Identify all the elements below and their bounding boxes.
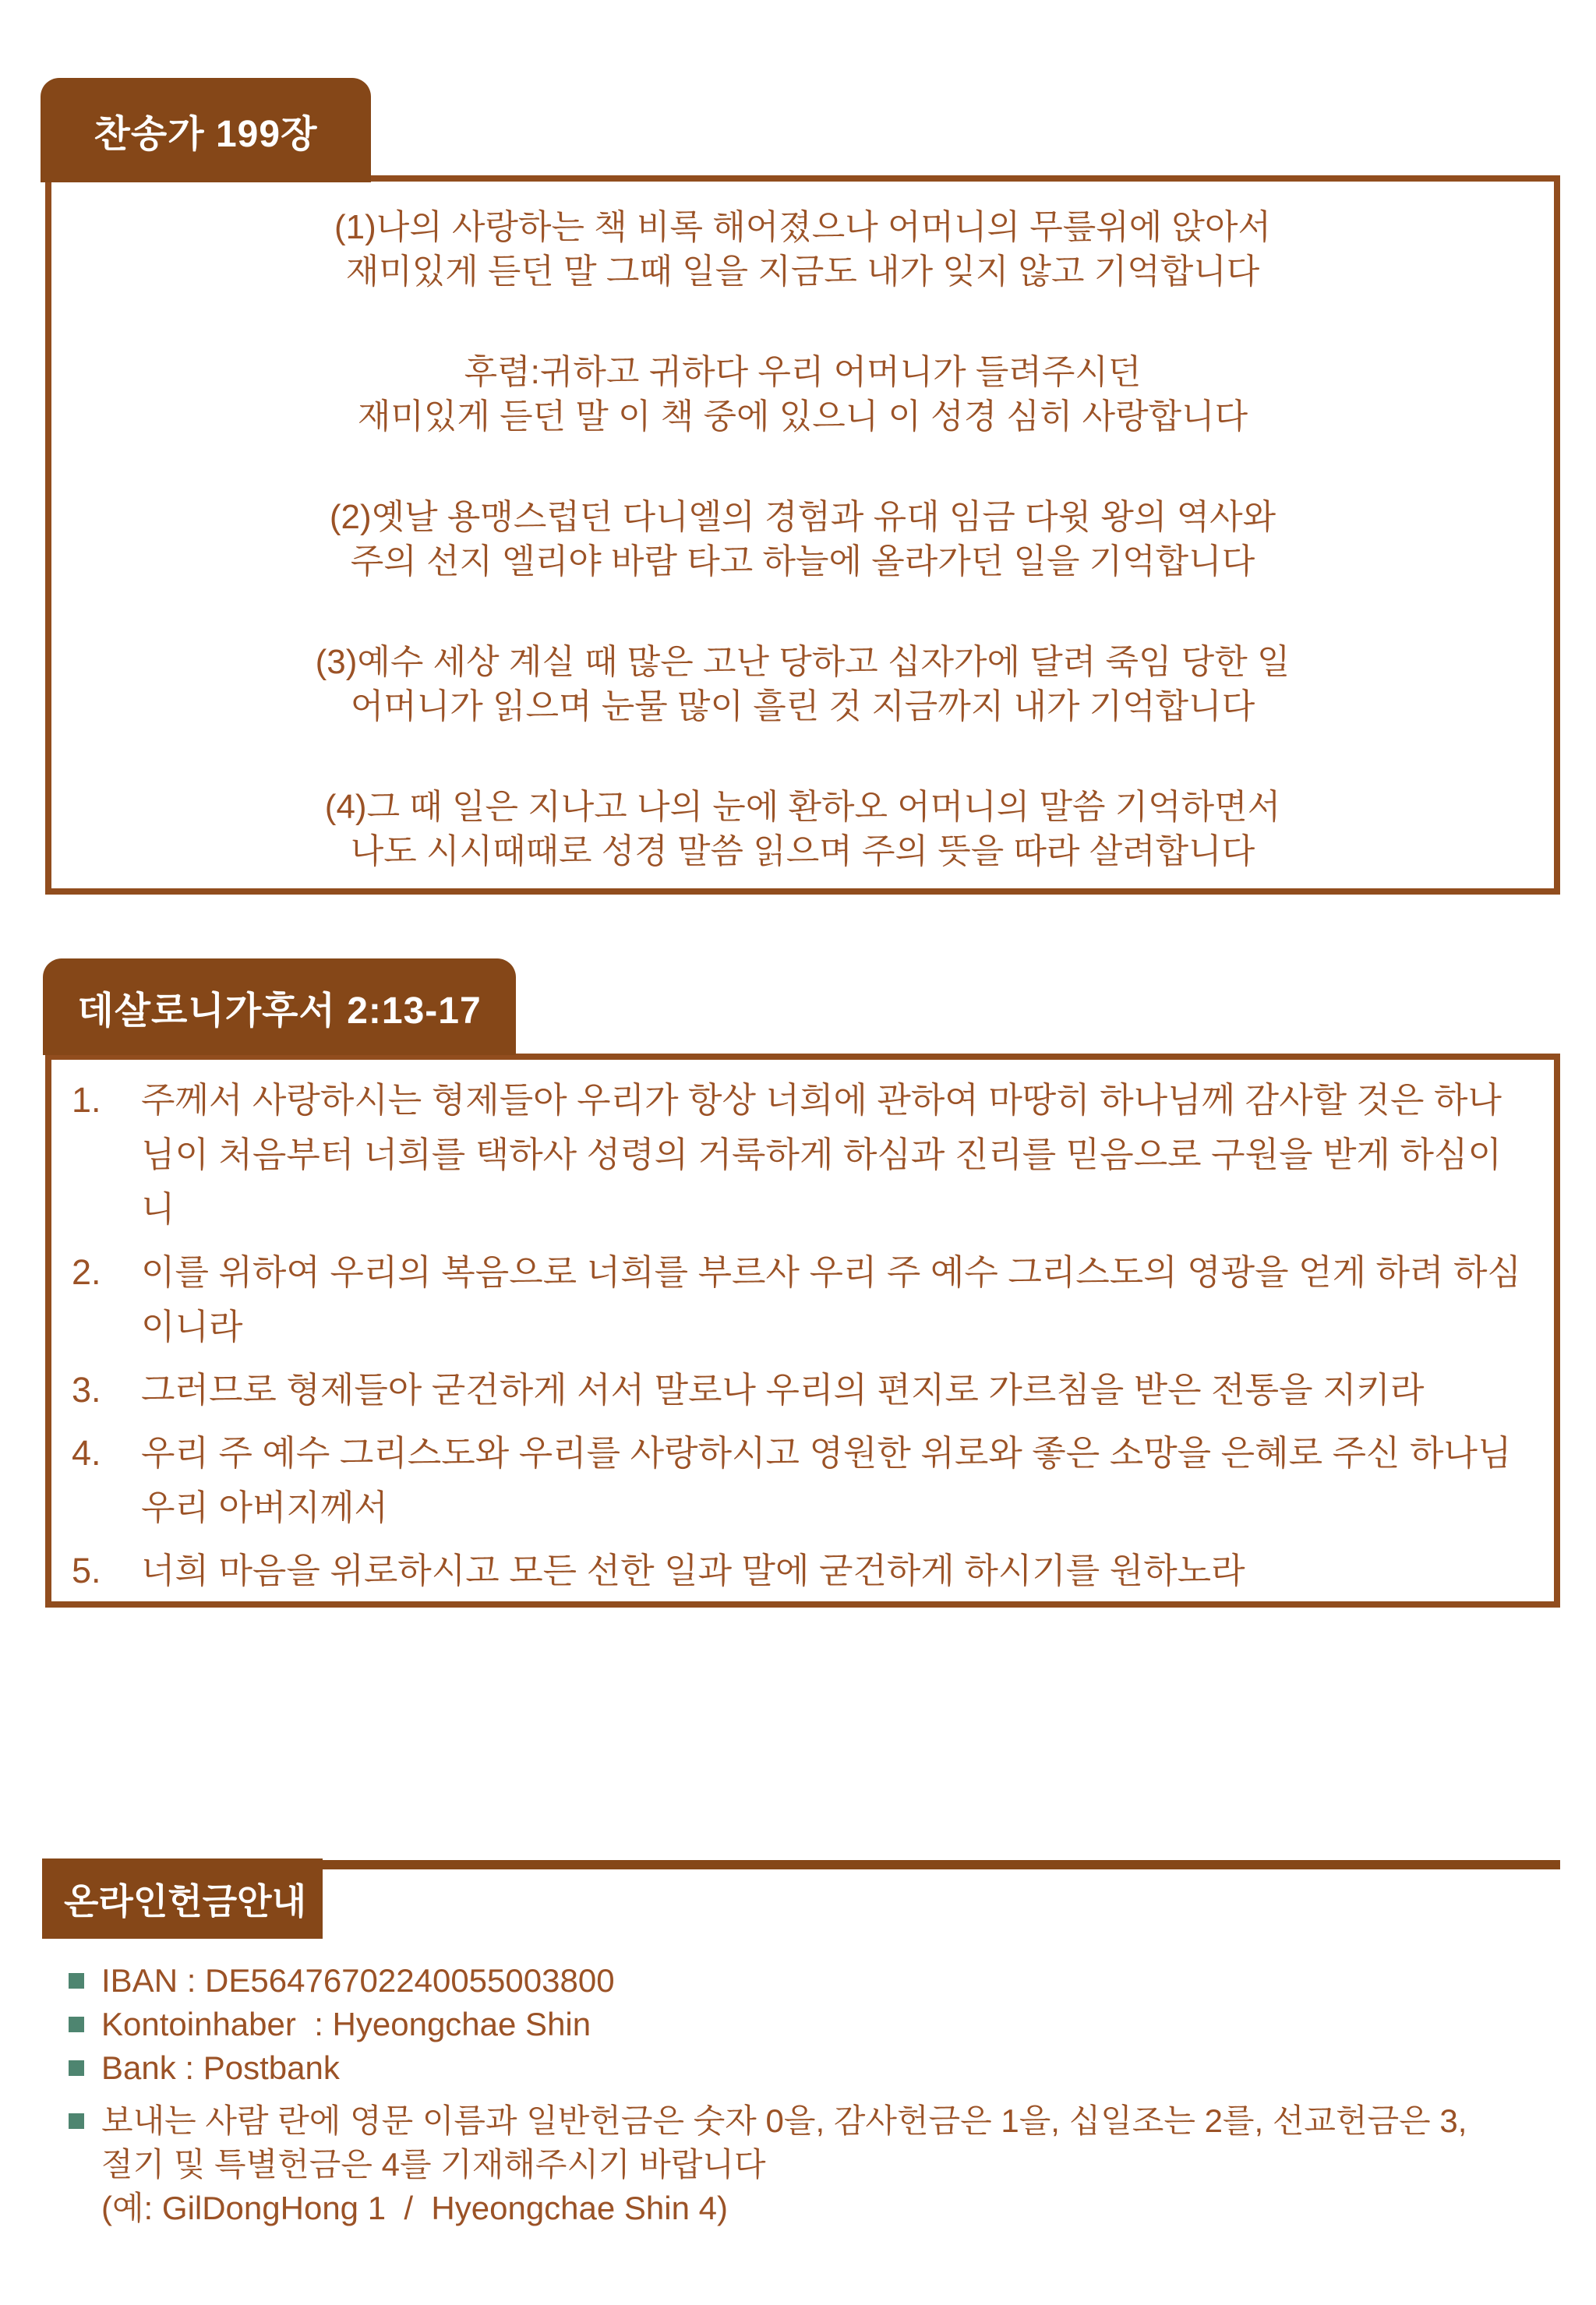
offering-item-account-holder — [69, 2003, 1557, 2046]
verse-number: 5. — [72, 1551, 101, 1590]
hymn-line: (1)나의 사랑하는 책 비록 해어졌으나 어머니의 무릎위에 앉아서 — [334, 208, 1271, 246]
offering-item-line: 절기 및 특별헌금은 4를 기재해주시기 바랍니다 — [101, 2146, 766, 2183]
hymn-line: 재미있게 듣던 말 그때 일을 지금도 내가 잊지 않고 기억합니다 — [345, 252, 1260, 291]
hymn-line: 후렴:귀하고 귀하다 우리 어머니가 들려주시던 — [464, 353, 1142, 391]
hymn-box — [45, 175, 1560, 895]
verse-number: 2. — [72, 1252, 101, 1292]
verse-text: 주께서 사랑하시는 형제들아 우리가 항상 너희에 관하여 마땅히 하나님께 감사할 것은 하나님이 처음부터 너희를 택하사 성령의 거룩하게 하심과 진리를 믿음으로 구원을 받게 하심이니 — [141, 1080, 1502, 1229]
offering-header-label: 온라인헌금안내 — [64, 1880, 307, 1922]
verse-text: 이를 위하여 우리의 복음으로 너희를 부르사 우리 주 예수 그리스도의 영광을 얻게 하려 하심이니라 — [141, 1252, 1521, 1347]
offering-item-text — [101, 1959, 1557, 2003]
verse-row — [72, 1426, 1531, 1535]
offering-item-instructions — [69, 2099, 1557, 2230]
hymn-stanza-1 — [51, 205, 1554, 294]
hymn-stanza-3 — [51, 640, 1554, 729]
hymn-stanza-2 — [51, 495, 1554, 584]
offering-item-line: Kontoinhaber : Hyeongchae Shin — [101, 2006, 591, 2042]
offering-item-text — [101, 2003, 1557, 2046]
offering-item-bank — [69, 2046, 1557, 2090]
hymn-line: 재미있게 듣던 말 이 책 중에 있으니 이 성경 심히 사랑합니다 — [357, 397, 1248, 436]
offering-header — [42, 1858, 323, 1939]
verse-number: 1. — [72, 1080, 101, 1120]
offering-item-line: (예: GilDongHong 1 / Hyeongchae Shin 4) — [101, 2190, 728, 2226]
verse-row — [72, 1073, 1531, 1237]
hymn-line: (3)예수 세상 계실 때 많은 고난 당하고 십자가에 달려 죽임 당한 일 — [315, 643, 1291, 681]
verse-number: 4. — [72, 1433, 101, 1473]
verse-text: 그러므로 형제들아 굳건하게 서서 말로나 우리의 편지로 가르침을 받은 전통을 지키라 — [141, 1370, 1425, 1410]
square-bullet-icon — [69, 2017, 84, 2032]
verse-row — [72, 1245, 1531, 1354]
hymn-line: 나도 시시때때로 성경 말씀 읽으며 주의 뜻을 따라 살려합니다 — [350, 832, 1255, 870]
offering-list — [69, 1959, 1557, 2230]
hymn-stanza-4 — [51, 785, 1554, 874]
square-bullet-icon — [69, 1973, 84, 1989]
hymn-lyrics — [51, 182, 1554, 874]
verse-row — [72, 1544, 1531, 1598]
offering-item-text — [101, 2099, 1557, 2230]
scripture-box — [45, 1054, 1560, 1608]
offering-header-rule — [323, 1860, 1560, 1869]
square-bullet-icon — [69, 2113, 84, 2129]
hymn-tab — [41, 78, 371, 182]
hymn-line: (2)옛날 용맹스럽던 다니엘의 경험과 유대 임금 다윗 왕의 역사와 — [329, 498, 1276, 536]
offering-item-line: Bank : Postbank — [101, 2049, 340, 2086]
square-bullet-icon — [69, 2060, 84, 2076]
hymn-line: 어머니가 읽으며 눈물 많이 흘린 것 지금까지 내가 기억합니다 — [350, 687, 1255, 725]
verse-row — [72, 1363, 1531, 1417]
hymn-line: 주의 선지 엘리야 바람 타고 하늘에 올라가던 일을 기억합니다 — [350, 542, 1255, 581]
scripture-tab-label: 데살로니가후서 2:13-17 — [77, 990, 482, 1032]
hymn-stanza-refrain — [51, 350, 1554, 439]
offering-item-line: IBAN : DE56476702240055003800 — [101, 1962, 615, 1999]
scripture-verse-list — [51, 1060, 1554, 1598]
hymn-tab-label: 찬송가 199장 — [94, 113, 318, 155]
hymn-line: (4)그 때 일은 지나고 나의 눈에 환하오 어머니의 말씀 기억하면서 — [324, 788, 1281, 826]
verse-number: 3. — [72, 1370, 101, 1410]
offering-item-text — [101, 2046, 1557, 2090]
offering-item-iban — [69, 1959, 1557, 2003]
offering-item-line: 보내는 사람 란에 영문 이름과 일반헌금은 숫자 0을, 감사헌금은 1을, 십일조는 2를, 선교헌금은 3, — [101, 2102, 1467, 2139]
verse-text: 너희 마음을 위로하시고 모든 선한 일과 말에 굳건하게 하시기를 원하노라 — [141, 1551, 1245, 1590]
scripture-tab — [43, 958, 516, 1055]
verse-text: 우리 주 예수 그리스도와 우리를 사랑하시고 영원한 위로와 좋은 소망을 은혜로 주신 하나님 우리 아버지께서 — [141, 1433, 1521, 1527]
